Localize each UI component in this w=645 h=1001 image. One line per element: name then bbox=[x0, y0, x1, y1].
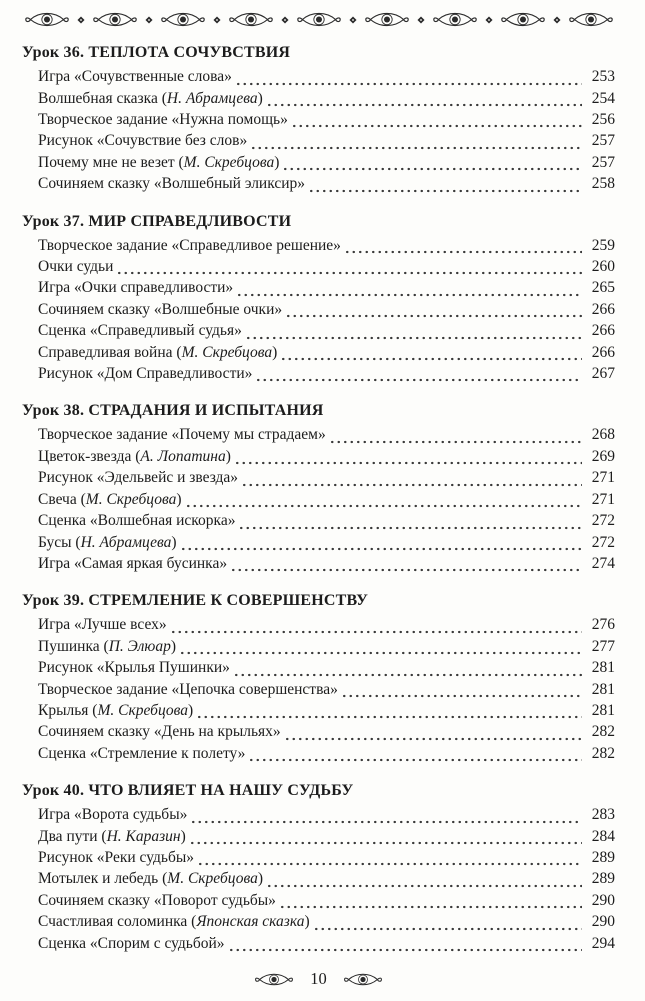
dot-leader bbox=[116, 261, 582, 275]
floret-separator-icon bbox=[484, 15, 494, 25]
dot-leader bbox=[238, 516, 582, 530]
entry-label: Рисунок «Реки судьбы» bbox=[38, 848, 194, 866]
dot-leader bbox=[250, 136, 582, 150]
entry-label: Рисунок «Дом Справедливости» bbox=[38, 365, 253, 383]
dot-leader bbox=[230, 558, 582, 572]
page-number: 10 bbox=[310, 969, 327, 988]
dot-leader bbox=[341, 684, 582, 698]
entry-label: Два пути (Н. Каразин) bbox=[38, 827, 186, 845]
eye-ornament-icon bbox=[500, 11, 546, 28]
entry-label: Почему мне не везет (М. Скребцова) bbox=[38, 153, 280, 171]
entry-label: Сценка «Спорим с судьбой» bbox=[38, 934, 225, 952]
dot-leader bbox=[313, 917, 582, 931]
toc-entry bbox=[22, 88, 615, 109]
toc-entry bbox=[22, 256, 615, 277]
entry-label: Игра «Лучше всех» bbox=[38, 616, 167, 634]
dot-leader bbox=[285, 304, 582, 318]
entry-label: Сочиняем сказку «День на крыльях» bbox=[38, 723, 281, 741]
entry-label: Сочиняем сказку «Поворот судьбы» bbox=[38, 891, 276, 909]
toc-entry bbox=[22, 532, 615, 553]
dot-leader bbox=[228, 938, 582, 952]
entry-page-number: 284 bbox=[591, 827, 615, 845]
entry-page-number: 271 bbox=[591, 469, 615, 487]
entry-label: Пушинка (П. Элюар) bbox=[38, 637, 177, 655]
toc-entry bbox=[22, 363, 615, 384]
toc-entry bbox=[22, 933, 615, 954]
entry-page-number: 272 bbox=[591, 512, 615, 530]
dot-leader bbox=[180, 537, 582, 551]
dot-leader bbox=[190, 810, 582, 824]
entry-label: Сочиняем сказку «Волшебные очки» bbox=[38, 300, 283, 318]
floret-separator-icon bbox=[280, 15, 290, 25]
entry-page-number: 281 bbox=[591, 659, 615, 677]
toc-entry bbox=[22, 130, 615, 151]
entry-label: Свеча (М. Скребцова) bbox=[38, 490, 182, 508]
toc-sections bbox=[22, 41, 615, 969]
entry-page-number: 267 bbox=[591, 365, 615, 383]
toc-entry bbox=[22, 424, 615, 445]
dot-leader bbox=[170, 620, 582, 634]
toc-entry bbox=[22, 66, 615, 87]
eye-ornament-icon bbox=[160, 11, 206, 28]
section-title: Урок 39. СТРЕМЛЕНИЕ К СОВЕРШЕНСТВУ bbox=[22, 592, 369, 610]
eye-ornament-icon bbox=[568, 11, 614, 28]
entry-label: Бусы (Н. Абрамцева) bbox=[38, 533, 177, 551]
dot-leader bbox=[233, 663, 582, 677]
entry-label: Сценка «Волшебная искорка» bbox=[38, 512, 236, 530]
toc-entry bbox=[22, 847, 615, 868]
floret-separator-icon bbox=[552, 15, 562, 25]
toc-section bbox=[22, 210, 615, 385]
toc-entry bbox=[22, 890, 615, 911]
toc-entry bbox=[22, 911, 615, 932]
entry-page-number: 272 bbox=[591, 533, 615, 551]
dot-leader bbox=[255, 368, 582, 382]
toc-entry bbox=[22, 446, 615, 467]
toc-entry bbox=[22, 342, 615, 363]
entry-label: Справедливая война (М. Скребцова) bbox=[38, 343, 278, 361]
dot-leader bbox=[235, 72, 582, 86]
floret-separator-icon bbox=[212, 15, 222, 25]
dot-leader bbox=[284, 727, 582, 741]
section-title: Урок 38. СТРАДАНИЯ И ИСПЫТАНИЯ bbox=[22, 402, 324, 420]
entry-label: Рисунок «Крылья Пушинки» bbox=[38, 659, 230, 677]
entry-label: Крылья (М. Скребцова) bbox=[38, 701, 194, 719]
toc-entry bbox=[22, 467, 615, 488]
dot-leader bbox=[329, 430, 582, 444]
dot-leader bbox=[266, 874, 582, 888]
entry-label: Игра «Самая яркая бусинка» bbox=[38, 554, 228, 572]
entry-label: Игра «Очки справедливости» bbox=[38, 279, 234, 297]
entry-label: Творческое задание «Нужна помощь» bbox=[38, 111, 288, 128]
entry-page-number: 258 bbox=[591, 175, 615, 193]
entry-page-number: 276 bbox=[591, 616, 615, 634]
toc-entry bbox=[22, 152, 615, 173]
dot-leader bbox=[241, 473, 582, 487]
entry-label: Игра «Сочувственные слова» bbox=[38, 68, 232, 86]
ornament-band bbox=[22, 10, 615, 29]
entry-page-number: 281 bbox=[591, 680, 615, 698]
entry-page-number: 294 bbox=[591, 934, 615, 952]
entry-label: Сценка «Стремление к полету» bbox=[38, 744, 246, 762]
eye-ornament-icon bbox=[92, 11, 138, 28]
toc-section bbox=[22, 589, 615, 764]
dot-leader bbox=[344, 240, 582, 254]
entry-page-number: 283 bbox=[591, 806, 615, 824]
entry-page-number: 281 bbox=[591, 701, 615, 719]
dot-leader bbox=[196, 705, 582, 719]
entry-label: Сценка «Справедливый судья» bbox=[38, 322, 242, 340]
toc-entry bbox=[22, 721, 615, 742]
eye-ornament-icon bbox=[24, 11, 70, 28]
dot-leader bbox=[282, 157, 582, 171]
page-footer bbox=[22, 969, 615, 1001]
toc-entry bbox=[22, 489, 615, 510]
toc-entry bbox=[22, 320, 615, 341]
entry-page-number: 290 bbox=[591, 913, 615, 931]
footer-left-ornament-icon bbox=[254, 972, 294, 987]
floret-separator-icon bbox=[416, 15, 426, 25]
toc-entry bbox=[22, 868, 615, 889]
toc-entry bbox=[22, 657, 615, 678]
toc-entry bbox=[22, 614, 615, 635]
toc-entry bbox=[22, 826, 615, 847]
entry-label: Игра «Ворота судьбы» bbox=[38, 806, 188, 824]
toc-entry bbox=[22, 109, 615, 130]
section-title: Урок 37. МИР СПРАВЕДЛИВОСТИ bbox=[22, 212, 292, 230]
toc-entry bbox=[22, 679, 615, 700]
toc-entry bbox=[22, 510, 615, 531]
toc-section bbox=[22, 399, 615, 574]
entry-page-number: 290 bbox=[591, 891, 615, 909]
toc-entry bbox=[22, 743, 615, 764]
toc-entry bbox=[22, 299, 615, 320]
toc-entry bbox=[22, 700, 615, 721]
entry-page-number: 266 bbox=[591, 300, 615, 318]
toc-entry bbox=[22, 553, 615, 574]
dot-leader bbox=[248, 748, 582, 762]
entry-label: Счастливая соломинка (Японская сказка) bbox=[38, 913, 310, 931]
floret-separator-icon bbox=[144, 15, 154, 25]
entry-label: Сочиняем сказку «Волшебный эликсир» bbox=[38, 175, 306, 193]
entry-label: Цветок-звезда (А. Лопатина) bbox=[38, 447, 231, 465]
entry-page-number: 282 bbox=[591, 723, 615, 741]
entry-page-number: 271 bbox=[591, 490, 615, 508]
entry-page-number: 266 bbox=[591, 343, 615, 361]
entry-page-number: 274 bbox=[591, 554, 615, 572]
entry-page-number: 289 bbox=[591, 848, 615, 866]
dot-leader bbox=[236, 283, 582, 297]
toc-section bbox=[22, 41, 615, 194]
dot-leader bbox=[279, 895, 582, 909]
section-title: Урок 36. ТЕПЛОТА СОЧУВСТВИЯ bbox=[22, 44, 291, 62]
toc-entry bbox=[22, 804, 615, 825]
section-title: Урок 40. ЧТО ВЛИЯЕТ НА НАШУ СУДЬБУ bbox=[22, 782, 354, 800]
eye-ornament-icon bbox=[432, 11, 478, 28]
toc-entry bbox=[22, 636, 615, 657]
floret-separator-icon bbox=[76, 15, 86, 25]
dot-leader bbox=[185, 494, 583, 508]
footer-right-ornament-icon bbox=[343, 972, 383, 987]
entry-page-number: 289 bbox=[591, 870, 615, 888]
entry-label: Творческое задание «Справедливое решение» bbox=[38, 236, 341, 254]
dot-leader bbox=[179, 641, 582, 655]
eye-ornament-icon bbox=[296, 11, 342, 28]
entry-page-number: 266 bbox=[591, 322, 615, 340]
entry-label: Очки судьи bbox=[38, 258, 114, 276]
toc-entry bbox=[22, 235, 615, 256]
dot-leader bbox=[280, 347, 582, 361]
entry-page-number: 257 bbox=[591, 132, 615, 150]
dot-leader bbox=[189, 831, 582, 845]
entry-page-number: 254 bbox=[591, 89, 615, 107]
entry-label: Творческое задание «Цепочка совершенства» bbox=[38, 680, 338, 698]
entry-page-number: 259 bbox=[591, 236, 615, 254]
entry-page-number: 260 bbox=[591, 258, 615, 276]
entry-label: Рисунок «Сочувствие без слов» bbox=[38, 132, 248, 150]
toc-entry bbox=[22, 277, 615, 298]
entry-label: Мотылек и лебедь (М. Скребцова) bbox=[38, 870, 264, 888]
entry-label: Творческое задание «Почему мы страдаем» bbox=[38, 426, 326, 444]
entry-label: Рисунок «Эдельвейс и звезда» bbox=[38, 469, 239, 487]
entry-page-number: 269 bbox=[591, 447, 615, 465]
entry-page-number: 268 bbox=[591, 426, 615, 444]
toc-entry bbox=[22, 173, 615, 194]
dot-leader bbox=[234, 451, 582, 465]
dot-leader bbox=[308, 179, 582, 193]
entry-page-number: 277 bbox=[591, 637, 615, 655]
entry-page-number: 257 bbox=[591, 153, 615, 171]
dot-leader bbox=[266, 93, 582, 107]
eye-ornament-icon bbox=[228, 11, 274, 28]
dot-leader bbox=[291, 114, 582, 128]
floret-separator-icon bbox=[348, 15, 358, 25]
eye-ornament-icon bbox=[364, 11, 410, 28]
dot-leader bbox=[245, 326, 582, 340]
dot-leader bbox=[197, 852, 582, 866]
entry-page-number: 253 bbox=[591, 68, 615, 86]
entry-label: Волшебная сказка (Н. Абрамцева) bbox=[38, 89, 263, 107]
entry-page-number: 256 bbox=[591, 111, 615, 128]
entry-page-number: 265 bbox=[591, 279, 615, 297]
toc-section bbox=[22, 779, 615, 954]
entry-page-number: 282 bbox=[591, 744, 615, 762]
